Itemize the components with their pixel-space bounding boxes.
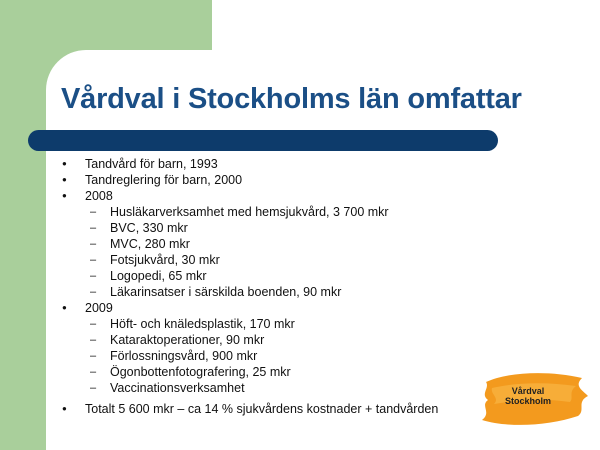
- list-item: ● Tandvård för barn, 1993: [60, 156, 438, 172]
- list-item: ● 2008: [60, 188, 438, 204]
- title-underline-bar: [28, 130, 498, 151]
- list-subitem: – MVC, 280 mkr: [60, 236, 438, 252]
- logo-line-1: Vårdval: [511, 386, 545, 396]
- list-subitem: – Kataraktoperationer, 90 mkr: [60, 332, 438, 348]
- list-subitem: – Logopedi, 65 mkr: [60, 268, 438, 284]
- total-line: ● Totalt 5 600 mkr – ca 14 % sjukvårdens kostnader + tandvården: [60, 398, 438, 420]
- list-subitem: – BVC, 330 mkr: [60, 220, 438, 236]
- bullet-list: [60, 156, 438, 420]
- list-subitem: – Ögonbottenfotografering, 25 mkr: [60, 364, 438, 380]
- list-item: ● 2009: [60, 300, 438, 316]
- logo-text: [478, 386, 578, 406]
- list-item: ● Tandreglering för barn, 2000: [60, 172, 438, 188]
- logo-line-2: Stockholm: [504, 396, 551, 406]
- list-subitem: – Fotsjukvård, 30 mkr: [60, 252, 438, 268]
- list-subitem: – Förlossningsvård, 900 mkr: [60, 348, 438, 364]
- list-subitem: – Läkarinsatser i särskilda boenden, 90 mkr: [60, 284, 438, 300]
- list-subitem: – Höft- och knäledsplastik, 170 mkr: [60, 316, 438, 332]
- list-subitem: – Husläkarverksamhet med hemsjukvård, 3 700 mkr: [60, 204, 438, 220]
- slide-title: Vårdval i Stockholms län omfattar: [61, 83, 522, 115]
- list-subitem: – Vaccinationsverksamhet: [60, 380, 438, 396]
